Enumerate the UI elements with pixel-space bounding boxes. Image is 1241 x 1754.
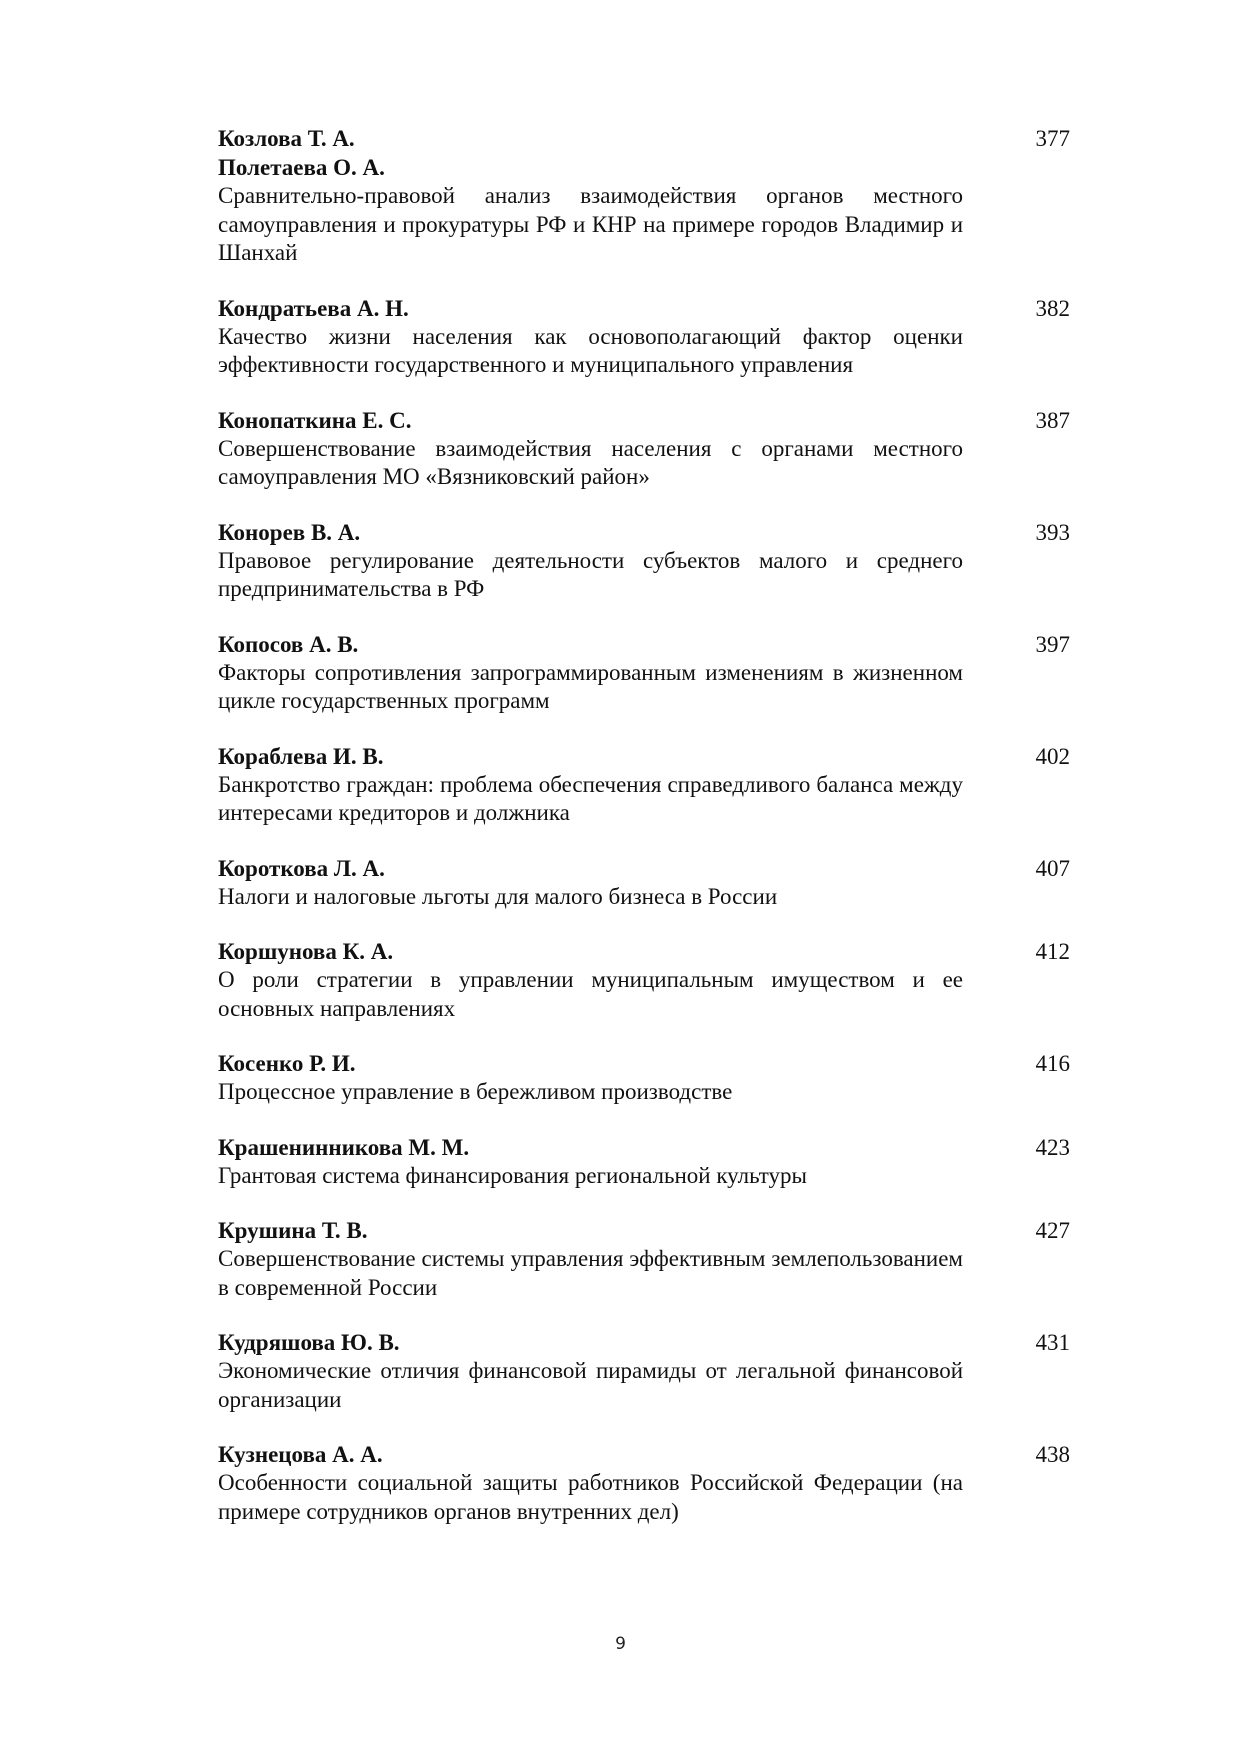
entry-page: 438	[1035, 1442, 1070, 1467]
entry-title: Качество жизни населения как основополагающий фактор оценки эффективности государственного и муниципального управления	[218, 323, 963, 377]
entry-page: 402	[1035, 743, 1070, 769]
page-number: 9	[615, 1634, 626, 1654]
entry-page: 416	[1035, 1051, 1070, 1076]
entry-author: Конопаткина Е. С.	[218, 407, 412, 433]
toc-entry	[218, 742, 1070, 828]
entry-author: Косенко Р. И.	[218, 1051, 356, 1076]
table-of-contents	[218, 124, 1070, 1552]
entry-title: Сравнительно-правовой анализ взаимодействия органов местного самоуправления и прокуратуры РФ и КНР на примере городов Владимир и Шанхай	[218, 183, 963, 265]
entry-title: Совершенствование системы управления эффективным землепользованием в современной России	[218, 1246, 963, 1300]
toc-entry	[218, 937, 1070, 1023]
entry-author: Короткова Л. А.	[218, 855, 385, 881]
entry-page: 407	[1035, 855, 1070, 881]
toc-entry	[218, 294, 1070, 380]
entry-author: Полетаева О. А.	[218, 155, 385, 180]
entry-title: Банкротство граждан: проблема обеспечения справедливого баланса между интересами кредиторов и должника	[218, 771, 963, 825]
entry-author: Копосов А. В.	[218, 631, 359, 657]
entry-title: Правовое регулирование деятельности субъектов малого и среднего предпринимательства в РФ	[218, 547, 963, 601]
entry-page: 387	[1035, 407, 1070, 433]
entry-title: О роли стратегии в управлении муниципальным имуществом и ее основных направлениях	[218, 967, 963, 1021]
entry-title: Налоги и налоговые льготы для малого бизнеса в России	[218, 883, 778, 909]
toc-entry	[218, 1328, 1070, 1414]
toc-entry	[218, 518, 1070, 604]
toc-entry	[218, 406, 1070, 492]
entry-author: Крашенинникова М. М.	[218, 1134, 470, 1160]
entry-page: 427	[1035, 1218, 1070, 1243]
toc-entry	[218, 124, 1070, 268]
entry-author: Коршунова К. А.	[218, 939, 394, 964]
entry-title: Грантовая система финансирования региональной культуры	[218, 1162, 807, 1188]
entry-page: 412	[1035, 939, 1070, 964]
entry-title: Особенности социальной защиты работников Российской Федерации (на примере сотрудников органов внутренних дел)	[218, 1470, 963, 1524]
toc-entry	[218, 630, 1070, 716]
toc-entry	[218, 1133, 1070, 1191]
entry-author: Конорев В. А.	[218, 519, 361, 545]
entry-title: Экономические отличия финансовой пирамиды от легальной финансовой организации	[218, 1358, 963, 1412]
toc-entry	[218, 1216, 1070, 1302]
entry-author: Кузнецова А. А.	[218, 1442, 383, 1467]
entry-title: Факторы сопротивления запрограммированным изменениям в жизненном цикле государственных программ	[218, 659, 963, 713]
entry-page: 397	[1035, 631, 1070, 657]
entry-page: 393	[1035, 519, 1070, 545]
toc-entry	[218, 1440, 1070, 1526]
toc-entry	[218, 1049, 1070, 1107]
entry-author: Кораблева И. В.	[218, 743, 384, 769]
entry-page: 377	[1035, 126, 1070, 151]
toc-entry	[218, 854, 1070, 912]
entry-author: Кондратьева А. Н.	[218, 295, 409, 321]
entry-title: Процессное управление в бережливом производстве	[218, 1079, 733, 1104]
entry-page: 423	[1035, 1134, 1070, 1160]
entry-author: Кудряшова Ю. В.	[218, 1330, 400, 1355]
entry-author: Козлова Т. А.	[218, 126, 355, 151]
entry-author: Крушина Т. В.	[218, 1218, 368, 1243]
entry-page: 431	[1035, 1330, 1070, 1355]
entry-title: Совершенствование взаимодействия населения с органами местного самоуправления МО «Вязниковский район»	[218, 435, 963, 489]
entry-page: 382	[1035, 295, 1070, 321]
